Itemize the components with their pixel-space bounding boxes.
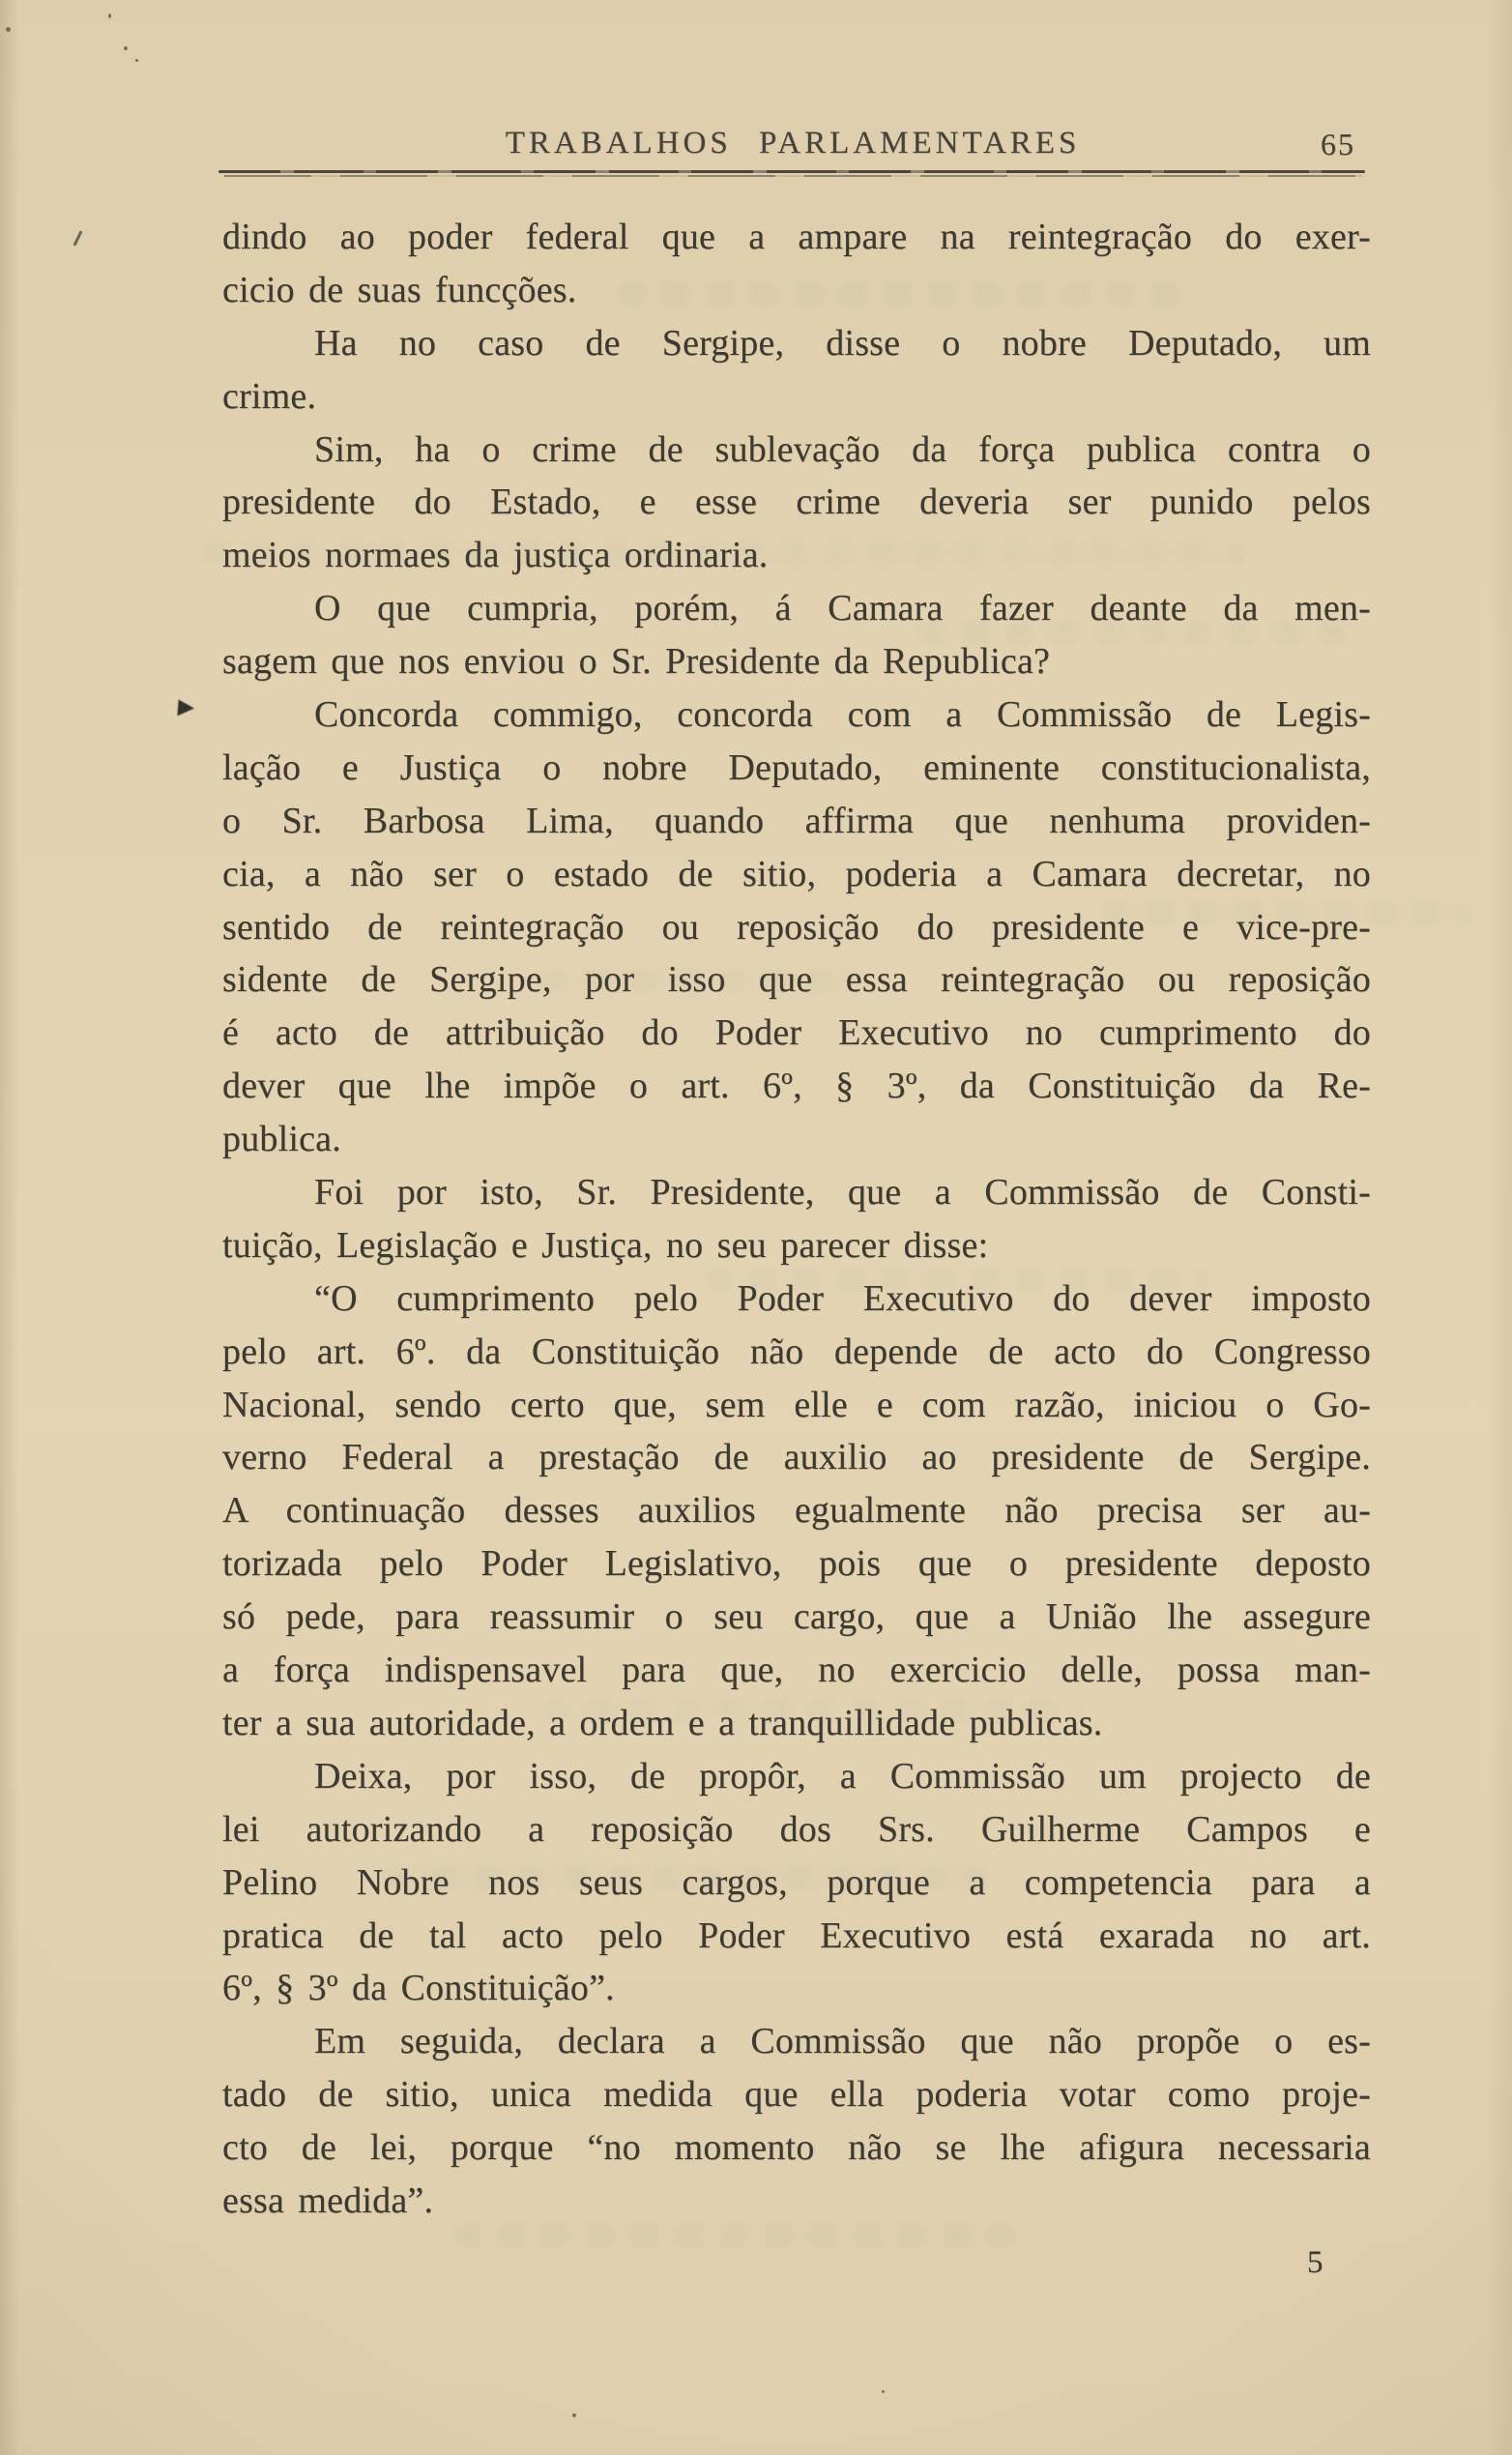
text-line: pelo art. 6º. da Constituição não depende de acto do Congresso [222,1330,1371,1372]
text-line: A continuação desses auxilios egualmente não precisa ser au- [222,1490,1371,1532]
text-line: verno Federal a prestação de auxilio ao presidente de Sergipe. [222,1437,1371,1478]
text-line: Ha no caso de Sergipe, disse o nobre Deputado, um [314,322,1371,364]
page-number: 65 [1321,127,1355,161]
bleedthrough-smudge [619,282,1199,306]
bleedthrough-smudge [1102,901,1469,924]
text-line: Sim, ha o crime de sublevação da força publica contra o [314,428,1371,470]
text-line: Nacional, sendo certo que, sem elle e com razão, iniciou o Go- [222,1384,1371,1425]
text-line: só pede, para reassumir o seu cargo, que a União lhe assegure [222,1596,1371,1638]
bleedthrough-smudge [918,621,1363,644]
page-text [222,211,1371,2228]
text-line: é acto de attribuição do Poder Executivo no cumprimento do [222,1012,1371,1054]
text-line: essa medida”. [222,2179,434,2221]
text-line: cto de lei, porque “no momento não se lhe afigura necessaria [222,2127,1371,2169]
text-line: a força indispensavel para que, no exercicio delle, possa man- [222,1650,1371,1691]
text-line: Deixa, por isso, de propôr, a Commissão um projecto de [314,1755,1371,1797]
text-line: O que cumpria, porém, á Camara fazer deante da men- [314,588,1371,629]
text-line: tuição, Legislação e Justiça, no seu parecer disse: [222,1224,989,1266]
bleedthrough-smudge [203,541,1247,565]
ink-speck [108,14,111,18]
text-line: Pelino Nobre nos seus cargos, porque a competencia para a [222,1861,1371,1903]
margin-mark-icon [177,699,194,716]
text-line: tado de sitio, unica medida que ella poderia votar como proje- [222,2074,1371,2116]
ink-speck [882,2390,885,2393]
bleedthrough-smudge [541,969,860,992]
bleedthrough-smudge [706,1269,1208,1292]
text-line: dever que lhe impõe o art. 6º, § 3º, da Constituição da Re- [222,1066,1371,1107]
ink-speck [6,27,11,32]
ink-speck [572,2413,576,2417]
running-title: TRABALHOS PARLAMENTARES [505,126,1081,161]
bleedthrough-smudge [454,2224,1015,2247]
text-line: crime. [222,375,317,417]
text-line: presidente do Estado, e esse crime deveria ser punido pelos [222,482,1371,523]
ink-speck [124,46,128,50]
text-line: publica. [222,1119,341,1160]
text-line: lei autorizando a reposição dos Srs. Guilherme Campos e [222,1808,1371,1850]
text-line: “O cumprimento pelo Poder Executivo do dever imposto [314,1277,1371,1319]
text-line: cia, a não ser o estado de sitio, poderia a Camara decretar, no [222,853,1371,894]
text-line: lação e Justiça o nobre Deputado, eminente constitucionalista, [222,746,1371,788]
header-rule [218,170,1365,177]
text-line: Concorda commigo, concorda com a Commissão de Legis- [314,694,1371,736]
ink-stroke [73,230,82,247]
text-line: Foi por isto, Sr. Presidente, que a Commissão de Consti- [314,1172,1371,1213]
text-line: dindo ao poder federal que a ampare na reintegração do exer- [222,217,1371,257]
text-line: sidente de Sergipe, por isso que essa reintegração ou reposição [222,959,1371,1001]
text-line: torizada pelo Poder Legislativo, pois que o presidente deposto [222,1543,1371,1585]
text-line: cicio de suas funcções. [222,269,577,310]
text-line: 6º, § 3º da Constituição”. [222,1968,615,2009]
signature-mark: 5 [1307,2245,1323,2280]
ink-speck [135,59,138,62]
bleedthrough-smudge [541,1698,1083,1721]
text-line: ter a sua autoridade, a ordem e a tranquillidade publicas. [222,1702,1103,1743]
text-line: o Sr. Barbosa Lima, quando affirma que nenhuma providen- [222,800,1371,841]
running-header [220,126,1365,168]
text-line: sagem que nos enviou o Sr. Presidente da Republica? [222,641,1051,683]
text-line: Em seguida, declara a Commissão que não propõe o es- [314,2021,1371,2062]
bleedthrough-smudge [387,1866,986,1889]
text-line: pratica de tal acto pelo Poder Executivo está exarada no art. [222,1914,1371,1956]
text-line: meios normaes da justiça ordinaria. [222,535,769,576]
text-line: sentido de reintegração ou reposição do presidente e vice-pre- [222,906,1371,948]
